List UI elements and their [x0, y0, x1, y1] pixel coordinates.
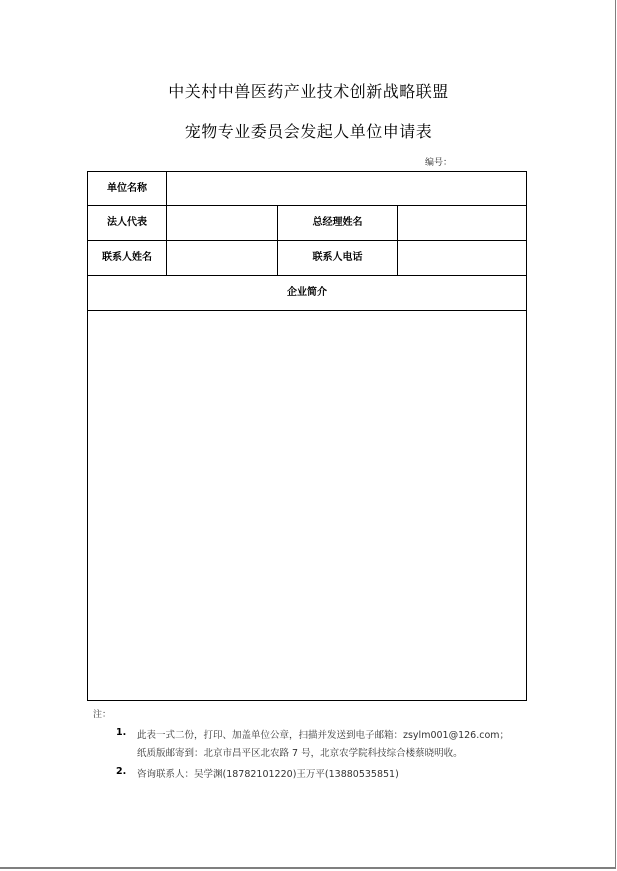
- note-text: 此表一式二份，打印、加盖单位公章，扫描并发送到电子邮箱：zsylm001@126.com；: [137, 730, 510, 741]
- note-number: 2.: [116, 766, 127, 777]
- contact-name-field[interactable]: [167, 241, 277, 274]
- company-intro-label: 企业简介: [287, 287, 327, 298]
- company-intro-field[interactable]: [88, 311, 526, 700]
- contact-phone-label: 联系人电话: [312, 252, 363, 263]
- contact-name-label: 联系人姓名: [102, 252, 152, 263]
- contact-phone-field[interactable]: [398, 241, 526, 274]
- notes-heading: 注：: [93, 710, 112, 720]
- gm-name-field[interactable]: [398, 206, 526, 239]
- note-number: 1.: [116, 727, 127, 738]
- document-subtitle: 宠物专业委员会发起人单位申请表: [184, 122, 433, 141]
- unit-name-field[interactable]: [167, 172, 526, 205]
- legal-rep-field[interactable]: [167, 206, 277, 239]
- unit-name-label: 单位名称: [107, 183, 147, 194]
- document-title: 中关村中兽医药产业技术创新战略联盟: [168, 82, 449, 101]
- note-text: 咨询联系人：吴学渊(18782101220)王万平(13880535851): [137, 769, 399, 780]
- legal-rep-label: 法人代表: [107, 217, 147, 228]
- note-text: 纸质版邮寄到：北京市昌平区北农路 7 号，北京农学院科技综合楼蔡晓明收。: [137, 748, 463, 759]
- gm-name-label: 总经理姓名: [312, 217, 363, 228]
- serial-number-label: 编号：: [425, 158, 453, 168]
- application-form-table: [87, 171, 527, 701]
